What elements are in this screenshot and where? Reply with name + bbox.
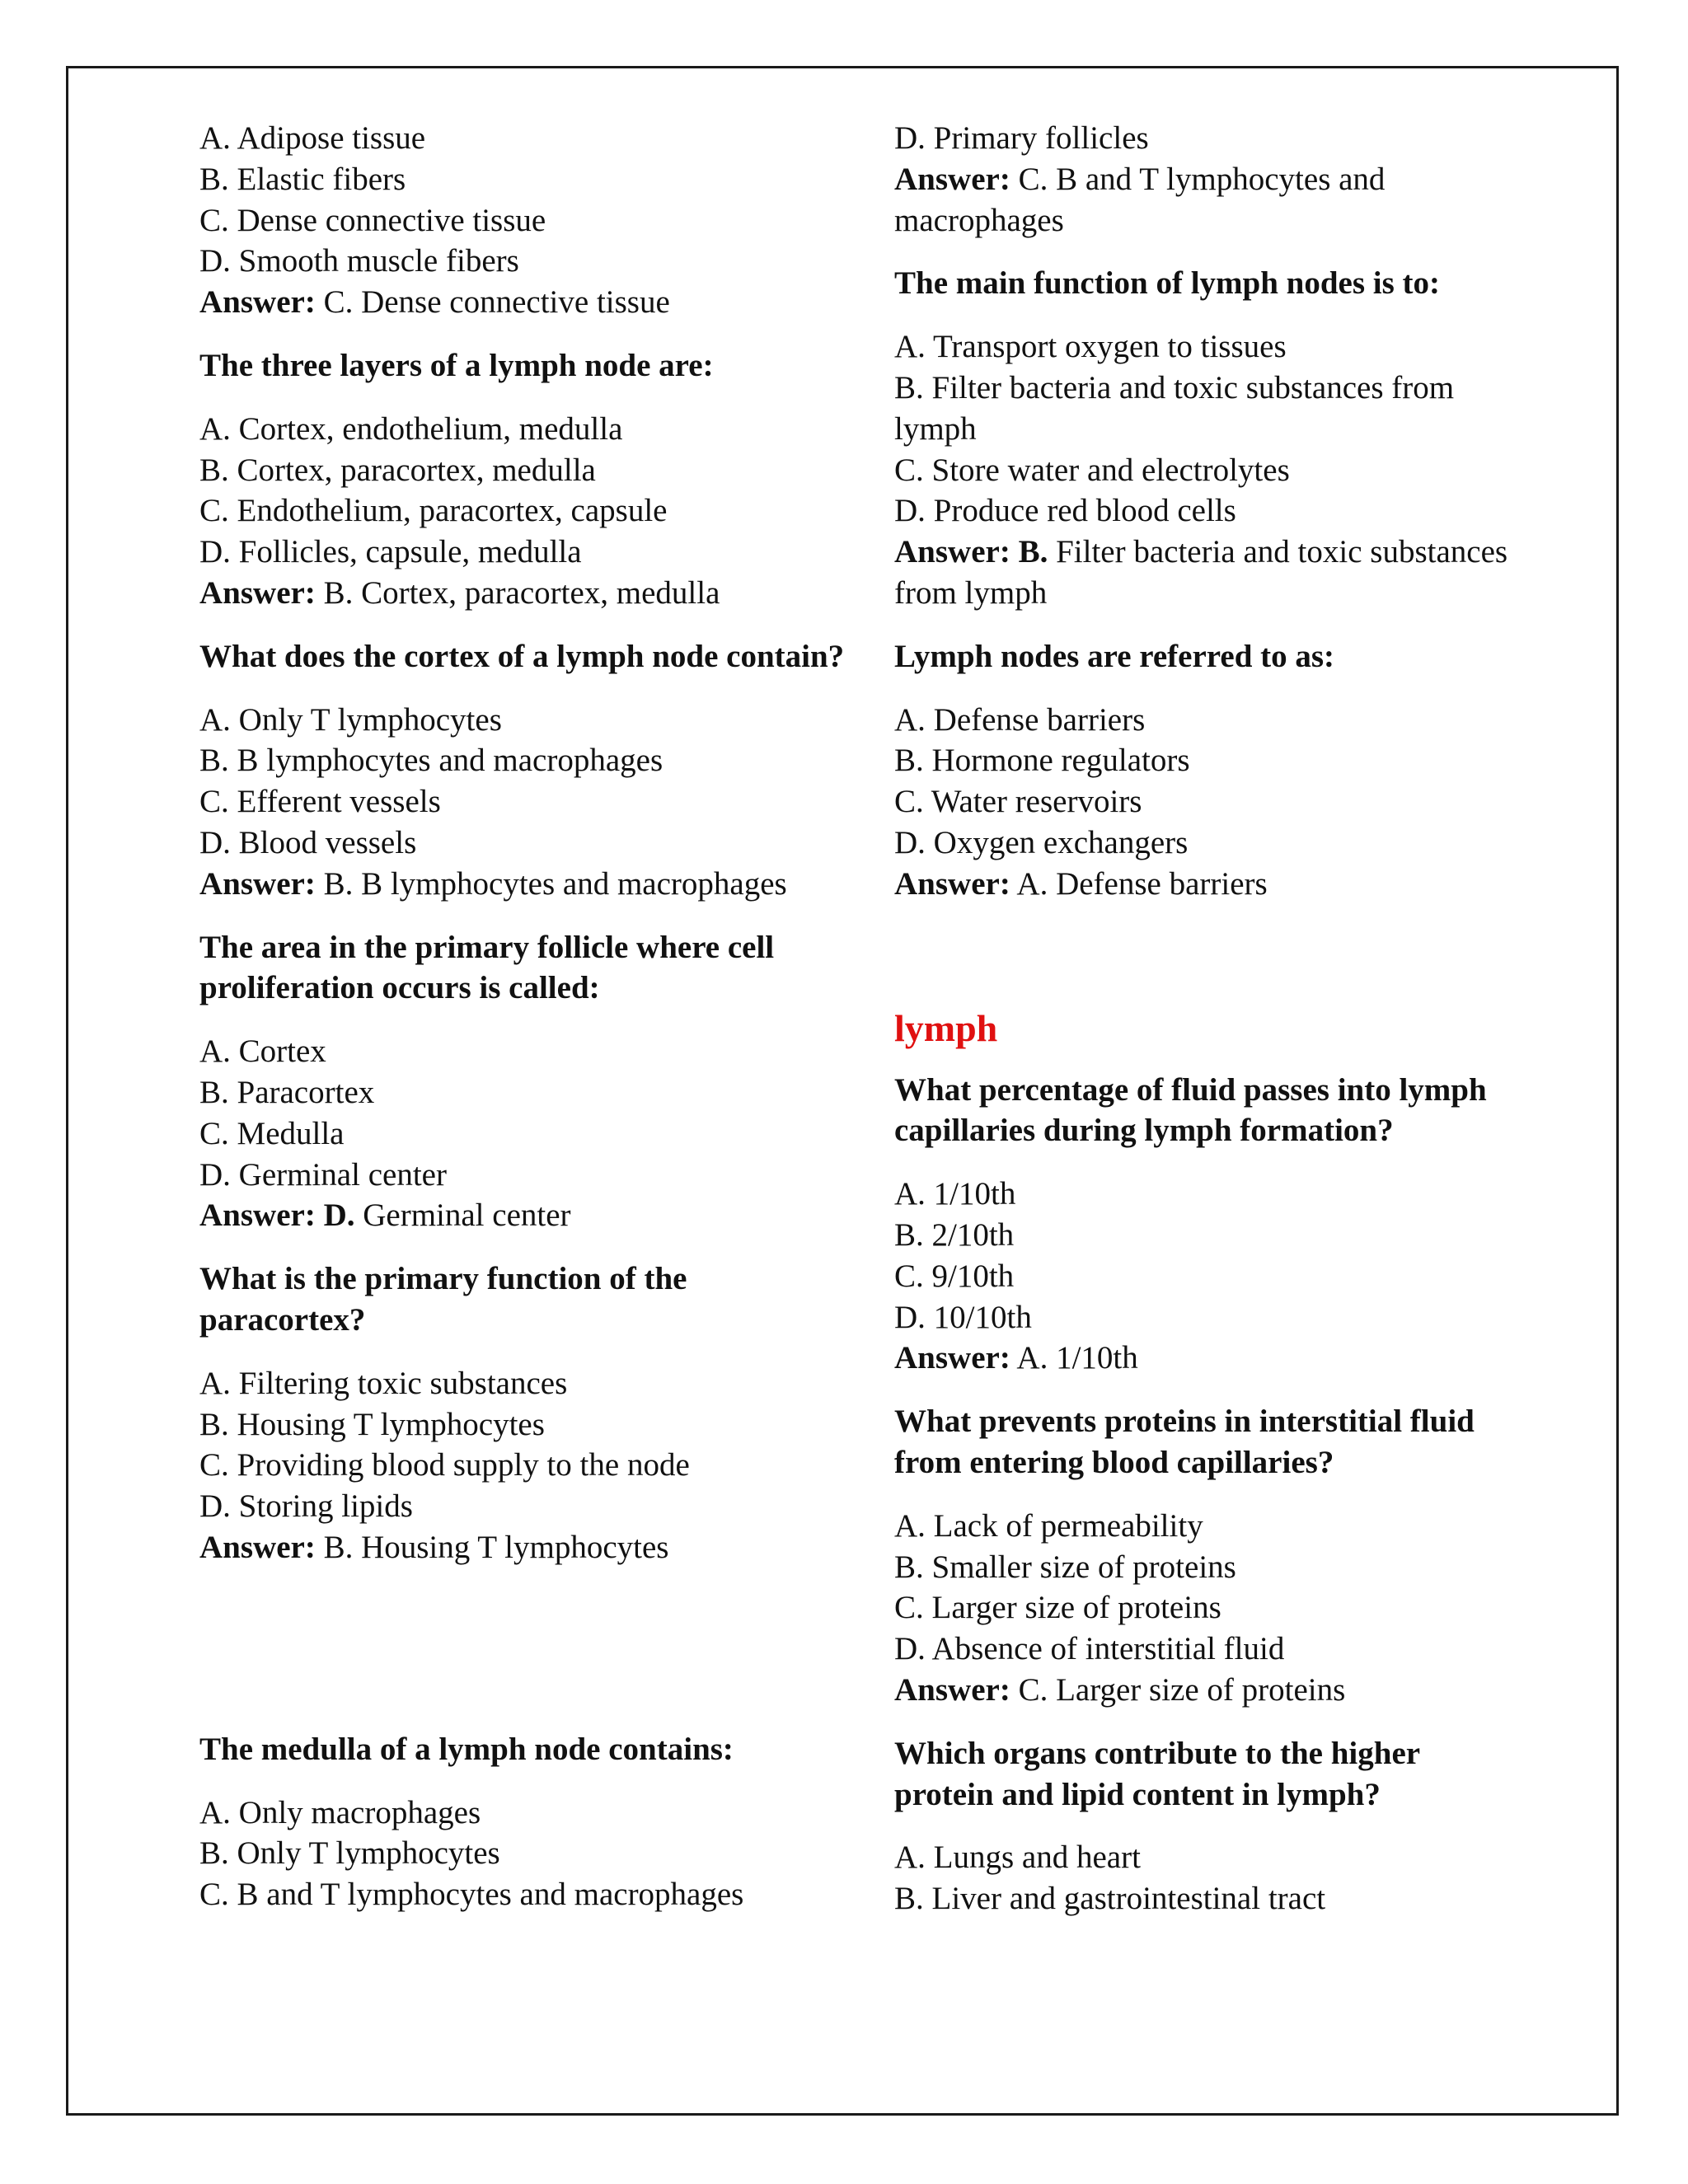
answer-text: B. B lymphocytes and macrophages [315,865,787,902]
option-d: D. Primary follicles [894,120,1149,156]
answer-line [894,1338,1521,1379]
option-c: C. Efferent vessels [199,784,441,820]
answer-line [199,282,851,323]
option-c: C. Water reservoirs [894,784,1142,820]
mcq-block [199,345,851,614]
option-d: D. Storing lipids [199,1488,413,1525]
answer-text: B. Housing T lymphocytes [315,1529,669,1565]
option-b: B. Only T lymphocytes [199,1835,500,1872]
answer-text: A. Defense barriers [1010,865,1268,902]
answer-label: Answer: [894,1340,1010,1376]
answer-line [199,864,851,905]
option-a: A. Lungs and heart [894,1840,1141,1876]
option-a: A. 1/10th [894,1176,1016,1212]
mcq-block [894,636,1521,905]
option-c: C. Dense connective tissue [199,202,546,238]
option-d: D. Smooth muscle fibers [199,243,519,279]
answer-label: Answer: [199,1197,316,1234]
option-a: A. Transport oxygen to tissues [894,329,1287,365]
option-d: D. Blood vessels [199,824,417,860]
option-a: A. Defense barriers [894,701,1146,738]
answer-text: Germinal center [354,1197,571,1234]
question-text: Lymph nodes are referred to as: [894,638,1335,674]
option-d: D. Oxygen exchangers [894,824,1189,860]
answer-line [199,1527,851,1568]
answer-text: Filter bacteria and toxic substances from lymph [894,534,1508,611]
option-a: A. Cortex [199,1033,326,1070]
answer-text: C. Larger size of proteins [1010,1671,1346,1708]
column-gap [199,1568,851,1707]
option-d: D. 10/10th [894,1299,1032,1335]
answer-label: Answer: [894,1671,1010,1708]
answer-line [894,864,1521,905]
answer-label: Answer: [894,865,1010,902]
option-b: B. Cortex, paracortex, medulla [199,452,596,488]
option-b: B. Hormone regulators [894,743,1190,779]
mcq-block [894,1401,1521,1711]
option-d: D. Follicles, capsule, medulla [199,534,582,570]
right-column [894,118,1521,1919]
option-b: B. Housing T lymphocytes [199,1406,545,1442]
answer-line [199,1195,851,1236]
answer-label: Answer: [894,534,1010,570]
option-c: C. Medulla [199,1115,345,1151]
option-a: A. Only macrophages [199,1794,481,1830]
option-d: D. Absence of interstitial fluid [894,1631,1285,1667]
option-c: C. Store water and electrolytes [894,452,1290,488]
option-c: C. Larger size of proteins [894,1590,1221,1626]
option-a: A. Lack of permeability [894,1507,1203,1544]
mcq-block [199,1729,851,1915]
answer-label: Answer: [199,865,316,902]
answer-text: B. Cortex, paracortex, medulla [315,574,720,611]
option-b: B. Paracortex [199,1074,375,1110]
question-text: What does the cortex of a lymph node contain? [199,638,845,674]
option-c: C. Endothelium, paracortex, capsule [199,493,668,529]
mcq-block [894,263,1521,613]
mcq-block [199,1258,851,1568]
answer-line [894,532,1521,614]
option-b: B. 2/10th [894,1216,1015,1253]
question-text: The medulla of a lymph node contains: [199,1731,734,1767]
option-c: C. B and T lymphocytes and macrophages [199,1877,744,1913]
answer-label: Answer: [199,1529,316,1565]
question-text: The main function of lymph nodes is to: [894,265,1441,302]
option-b: B. Liver and gastrointestinal tract [894,1881,1326,1917]
question-text: What percentage of fluid passes into lymph capillaries during lymph formation? [894,1071,1487,1149]
option-d: D. Produce red blood cells [894,493,1236,529]
option-c: C. Providing blood supply to the node [199,1447,690,1483]
option-b: B. Smaller size of proteins [894,1549,1236,1585]
answer-label: Answer: [199,574,316,611]
mcq-block [199,927,851,1237]
answer-letter: B. [1010,534,1048,570]
answer-text: C. B and T lymphocytes and macrophages [894,161,1386,238]
mcq-block [199,636,851,905]
question-text: Which organs contribute to the higher protein and lipid content in lymph? [894,1735,1420,1812]
answer-line [199,573,851,614]
mcq-block [894,1733,1521,1919]
question-text: The three layers of a lymph node are: [199,347,714,383]
mcq-block [894,118,1521,241]
option-a: A. Filtering toxic substances [199,1365,568,1401]
section-heading: lymph [894,1006,998,1049]
answer-text: C. Dense connective tissue [315,284,670,321]
option-d: D. Germinal center [199,1156,447,1193]
answer-line [894,1670,1521,1711]
mcq-block [199,118,851,323]
question-text: The area in the primary follicle where cell proliferation occurs is called: [199,929,775,1006]
answer-line [894,159,1521,241]
option-c: C. 9/10th [894,1258,1015,1294]
answer-label: Answer: [894,161,1010,197]
mcq-block [894,1070,1521,1380]
option-a: A. Adipose tissue [199,120,426,156]
option-b: B. Filter bacteria and toxic substances from lymph [894,369,1455,447]
answer-letter: D. [315,1197,355,1234]
question-text: What is the primary function of the paracortex? [199,1261,687,1338]
option-b: B. B lymphocytes and macrophages [199,743,663,779]
option-a: A. Only T lymphocytes [199,701,502,738]
question-text: What prevents proteins in interstitial fluid from entering blood capillaries? [894,1404,1475,1480]
option-b: B. Elastic fibers [199,161,406,197]
answer-label: Answer: [199,284,316,321]
answer-text: A. 1/10th [1010,1340,1138,1376]
left-column [199,118,851,1915]
option-a: A. Cortex, endothelium, medulla [199,410,623,447]
